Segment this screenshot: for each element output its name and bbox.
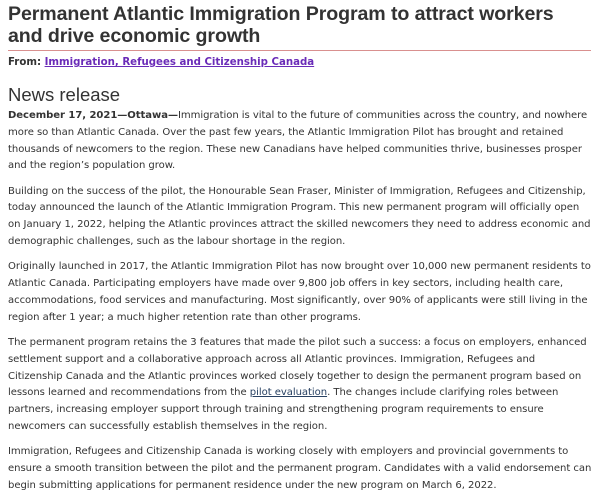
paragraph-transition: Immigration, Refugees and Citizenship Canada is working closely with employers and provincial governments to ensure a smooth transition between the pilot and the permanent program. Candidates with a valid endorsement can begin submitting applications for permanent residence under the new program on March 6, 2022. [8,446,592,491]
paragraph-announcement: Building on the success of the pilot, the Honourable Sean Fraser, Minister of Immigration, Refugees and Citizenship, today announced the launch of the Atlantic Immigration Program. This new permanent program will officially open on January 1, 2022, helping the Atlantic provinces attract the skilled newcomers they need to address economic and demographic challenges, such as the labour shortage in the region. [8,185,591,248]
paragraph-pilot-results: Originally launched in 2017, the Atlantic Immigration Pilot has now brought over 10,000 new permanent residents to Atlantic Canada. Participating employers have made over 9,800 job offers in key sectors, including health care, accommodations, food services and manufacturing. Most significantly, over 90% of applicants were still living in the region after 1 year; a much higher retention rate than other programs. [8,261,591,323]
features-text-after: . The changes include clarifying roles between partners, increasing employer support through training and strengthening program requirements to ensure newcomers can successfully establish themselves in the region. [8,387,559,433]
dateline: December 17, 2021—Ottawa— [8,110,178,121]
title-divider [8,50,591,51]
pilot-evaluation-link[interactable]: pilot evaluation [249,387,328,399]
from-line [8,56,592,70]
intro-text: Immigration is vital to the future of communities across the country, and nowhere more so than Atlantic Canada. Over the past few years, the Atlantic Immigration Pilot has brought and retained thousands of newcomers to the region. These new Canadians have helped communities thrive, businesses prosper and the region’s population grow. [8,110,588,172]
department-link[interactable]: Immigration, Refugees and Citizenship Canada [44,57,315,68]
features-text-before: The permanent program retains the 3 features that made the pilot such a success: a focus on employers, enhanced settlement support and a collaborative approach across all Atlantic provinces. Immigration, Refugees and Citizenship Canada and the Atlantic provinces worked closely together to design the permanent program based on lessons learned and recommendations from the [8,337,587,399]
page-title: Permanent Atlantic Immigration Program to attract workers and drive economic growth [8,3,554,47]
section-heading: News release [8,84,121,105]
paragraph-program-features [8,335,592,436]
news-release-page [8,0,592,495]
from-label: From: [8,57,42,68]
paragraph-intro [8,108,592,175]
